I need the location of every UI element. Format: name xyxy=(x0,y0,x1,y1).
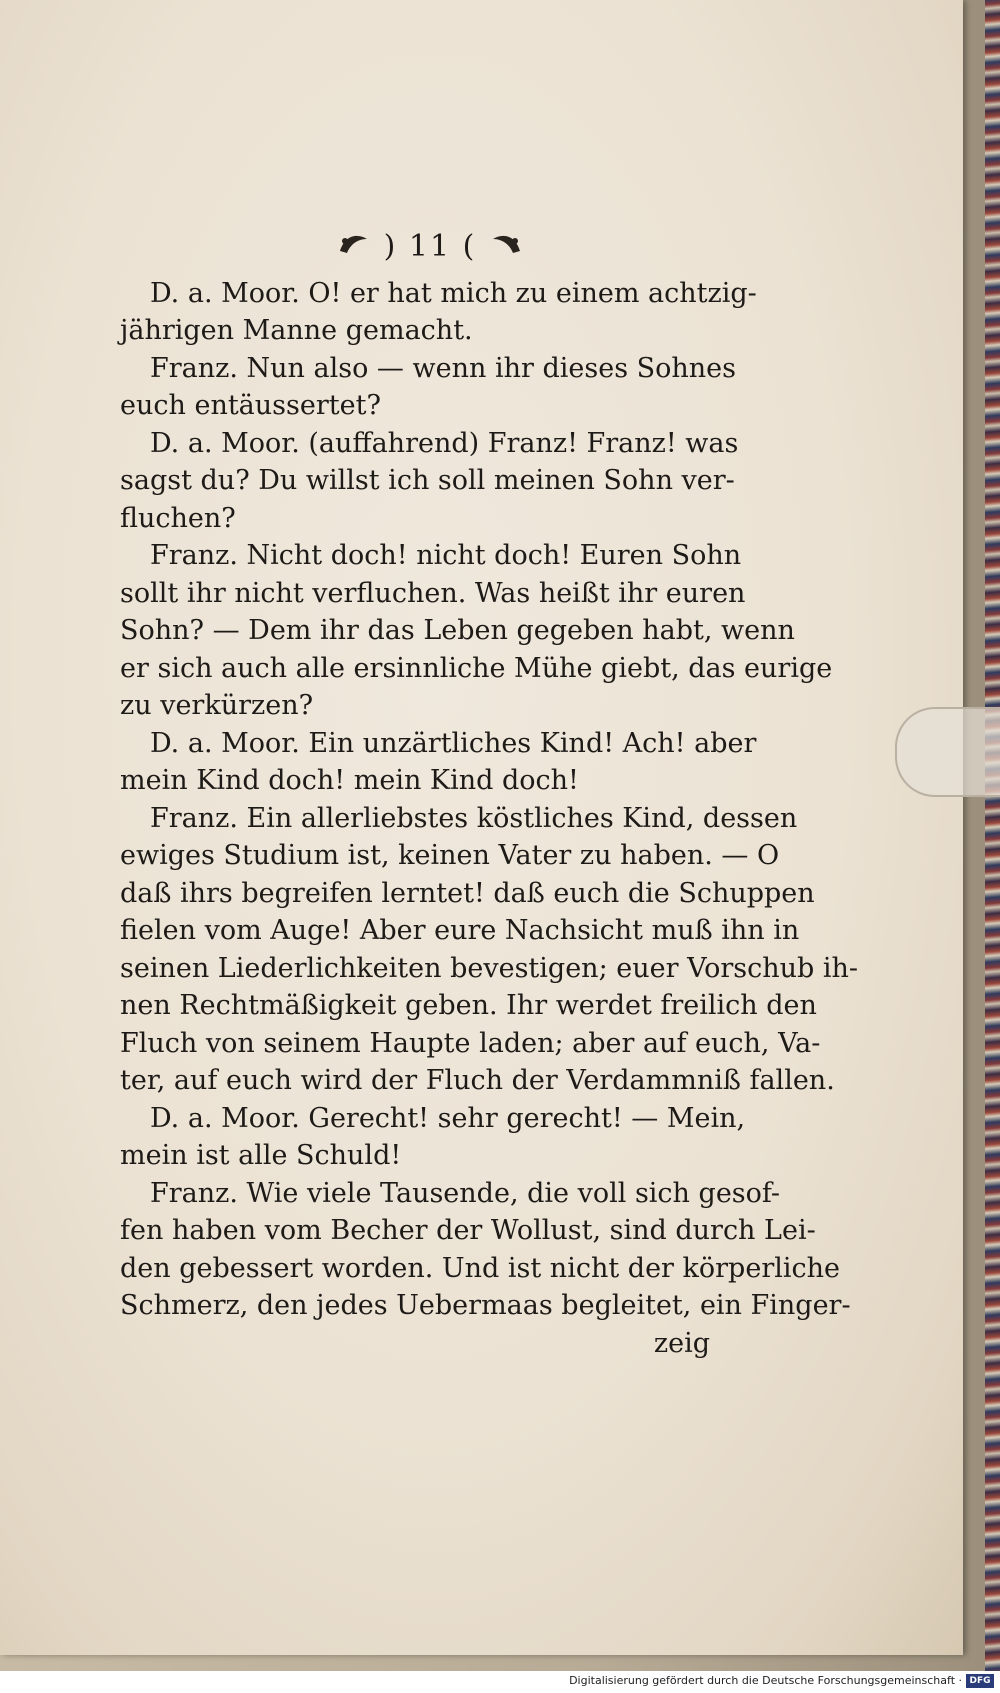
text-line: Franz. Ein allerliebstes köstliches Kind, dessen xyxy=(150,802,798,834)
text-line: D. a. Moor. O! er hat mich zu einem achtzig- xyxy=(150,277,757,309)
page-header xyxy=(150,228,710,267)
text-line: nen Rechtmäßigkeit geben. Ihr werdet freilich den xyxy=(120,990,817,1022)
text-line: den gebessert worden. Und ist nicht der körperliche xyxy=(120,1252,840,1284)
page-text xyxy=(120,228,859,1362)
text-line: Fluch von seinem Haupte laden; aber auf euch, Va- xyxy=(120,1027,821,1059)
text-line: D. a. Moor. Ein unzärtliches Kind! Ach! aber xyxy=(150,727,757,759)
text-line: mein Kind doch! mein Kind doch! xyxy=(120,765,579,797)
text-line: Franz. Nun also — wenn ihr dieses Sohnes xyxy=(150,352,737,384)
catchword: zeig xyxy=(653,1327,710,1359)
text-line: fen haben vom Becher der Wollust, sind durch Lei- xyxy=(120,1215,816,1247)
right-ornament-icon xyxy=(488,229,524,267)
text-line: er sich auch alle ersinnliche Mühe giebt, das eurige xyxy=(120,652,833,684)
text-line: ewiges Studium ist, keinen Vater zu haben. — O xyxy=(120,840,780,872)
text-line: Sohn? — Dem ihr das Leben gegeben habt, wenn xyxy=(120,615,795,647)
left-ornament-icon xyxy=(336,229,372,267)
text-line: Franz. Wie viele Tausende, die voll sich gesof- xyxy=(150,1177,781,1209)
text-line: jährigen Manne gemacht. xyxy=(120,315,473,347)
digitization-credit: Digitalisierung gefördert durch die Deutsche Forschungsgemeinschaft · xyxy=(569,1674,962,1687)
text-line: mein ist alle Schuld! xyxy=(120,1140,402,1172)
text-line: Schmerz, den jedes Uebermaas begleitet, ein Finger- xyxy=(120,1290,851,1322)
text-line: zu verkürzen? xyxy=(120,690,314,722)
text-line: sagst du? Du willst ich soll meinen Sohn ver- xyxy=(120,465,735,497)
text-line: Franz. Nicht doch! nicht doch! Euren Sohn xyxy=(150,540,742,572)
text-line: euch entäussertet? xyxy=(120,390,381,422)
text-line: sollt ihr nicht verfluchen. Was heißt ihr euren xyxy=(120,577,746,609)
text-line: fielen vom Auge! Aber eure Nachsicht muß ihn in xyxy=(120,915,800,947)
text-line: ter, auf euch wird der Fluch der Verdammniß fallen. xyxy=(120,1065,835,1097)
text-line: D. a. Moor. Gerecht! sehr gerecht! — Mein, xyxy=(150,1102,746,1134)
text-line: daß ihrs begreifen lerntet! daß euch die Schuppen xyxy=(120,877,815,909)
text-line: seinen Liederlichkeiten bevestigen; euer Vorschub ih- xyxy=(120,952,859,984)
dfg-logo: DFG xyxy=(966,1674,994,1688)
page-number: ) 11 ( xyxy=(383,229,477,264)
text-line: fluchen? xyxy=(120,502,236,534)
bookmark-tab xyxy=(895,707,1000,797)
text-line: D. a. Moor. (auffahrend) Franz! Franz! was xyxy=(150,427,739,459)
